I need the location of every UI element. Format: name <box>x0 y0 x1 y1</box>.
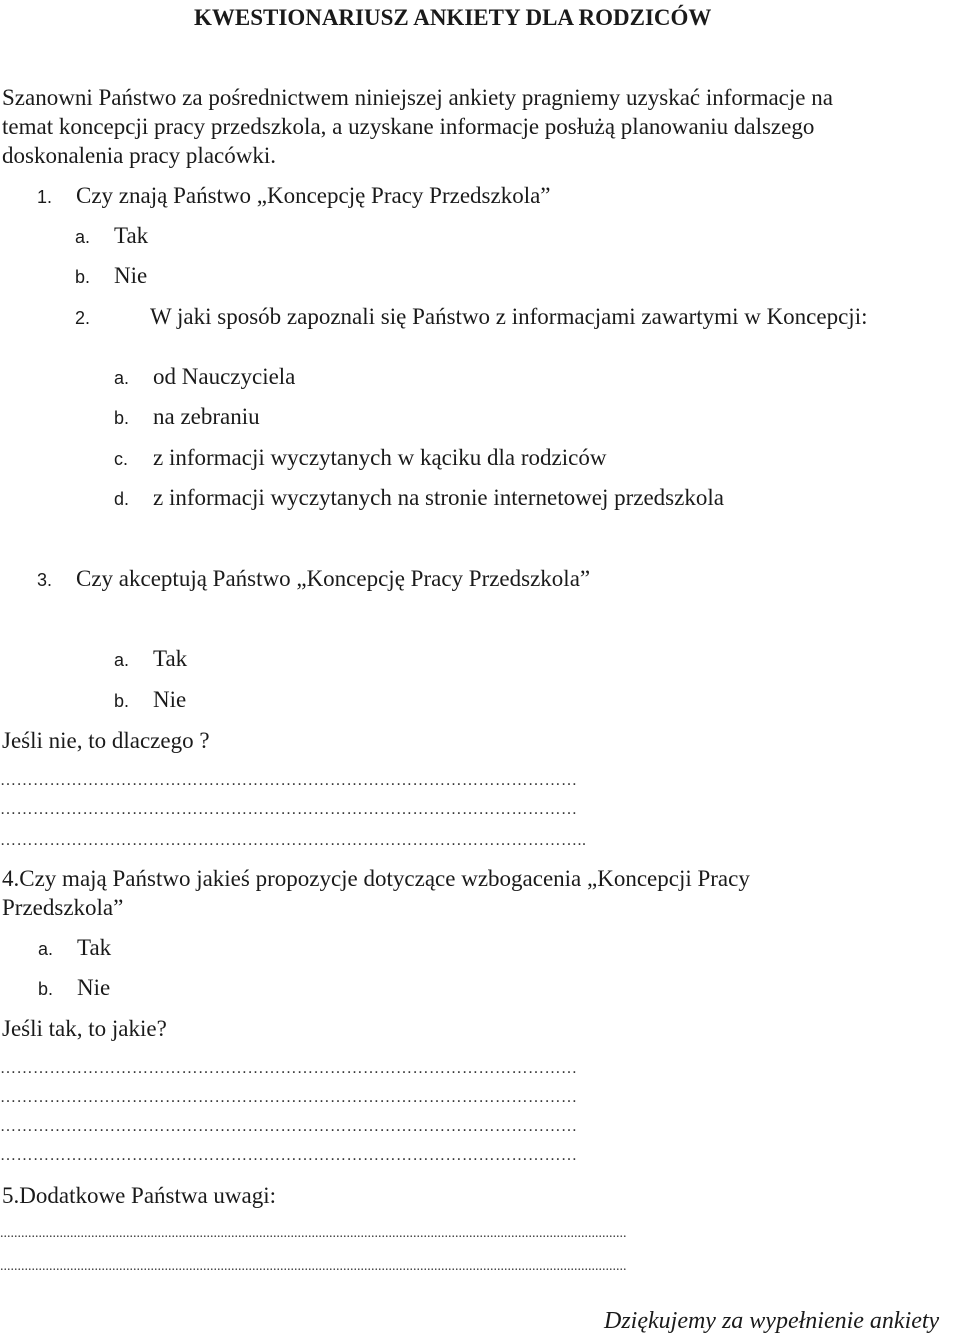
q5-answer-line-2[interactable]: ................................................................................................................................................................................... <box>0 1259 627 1274</box>
q4-option-a-marker: a. <box>38 939 54 959</box>
intro-line-1: Szanowni Państwo za pośrednictwem niniejszej ankiety pragniemy uzyskać informacje na <box>2 85 833 110</box>
question-5-text: 5.Dodatkowe Państwa uwagi: <box>2 1183 277 1208</box>
intro-line-2: temat koncepcji pracy przedszkola, a uzyskane informacje posłużą planowaniu dalszego <box>2 114 815 139</box>
q4-option-b-label: Nie <box>77 975 111 1000</box>
q1-option-a-marker: a. <box>75 227 91 247</box>
q2-option-c-label: z informacji wyczytanych w kąciku dla rodziców <box>153 445 607 470</box>
q4-option-b-marker: b. <box>38 979 54 999</box>
q2-option-b-label: na zebraniu <box>153 404 260 429</box>
q2-option-d-label: z informacji wyczytanych na stronie internetowej przedszkola <box>153 485 724 510</box>
question-3-text: Czy akceptują Państwo „Koncepcję Pracy Przedszkola” <box>76 566 591 591</box>
q3-option-a-marker: a. <box>114 650 130 670</box>
document-title: KWESTIONARIUSZ ANKIETY DLA RODZICÓW <box>194 5 712 30</box>
question-3-followup: Jeśli nie, to dlaczego ? <box>2 728 210 753</box>
q3-option-b-label: Nie <box>153 687 187 712</box>
question-2-text: W jaki sposób zapoznali się Państwo z informacjami zawartymi w Koncepcji: <box>150 304 868 329</box>
question-3-number: 3. <box>37 570 53 590</box>
q4-option-a-label: Tak <box>77 935 112 960</box>
q3-answer-line-2[interactable]: …………………………………………………………………………………………… <box>0 801 578 818</box>
thanks-note: Dziękujemy za wypełnienie ankiety <box>604 1308 940 1334</box>
q5-answer-line-1[interactable]: ................................................................................................................................................................................... <box>0 1226 627 1241</box>
question-4-text-line-2: Przedszkola” <box>2 895 124 920</box>
q3-option-a-label: Tak <box>153 646 188 671</box>
q1-option-a-label: Tak <box>114 223 149 248</box>
q3-answer-line-3[interactable]: …………………………………………………………………………………………….. <box>0 832 587 849</box>
q2-option-a-label: od Nauczyciela <box>153 364 296 389</box>
question-4-text-line-1: 4.Czy mają Państwo jakieś propozycje dotyczące wzbogacenia „Koncepcji Pracy <box>2 866 750 891</box>
q4-answer-line-4[interactable]: …………………………………………………………………………………………… <box>0 1147 578 1164</box>
question-2-number: 2. <box>75 308 91 328</box>
question-4-followup: Jeśli tak, to jakie? <box>2 1016 167 1041</box>
question-1-text: Czy znają Państwo „Koncepcję Pracy Przedszkola” <box>76 183 551 208</box>
q4-answer-line-3[interactable]: …………………………………………………………………………………………… <box>0 1118 578 1135</box>
q3-option-b-marker: b. <box>114 691 130 711</box>
q4-answer-line-2[interactable]: …………………………………………………………………………………………… <box>0 1089 578 1106</box>
intro-line-3: doskonalenia pracy placówki. <box>2 143 276 168</box>
question-1-number: 1. <box>37 187 53 207</box>
q2-option-b-marker: b. <box>114 408 130 428</box>
q4-answer-line-1[interactable]: …………………………………………………………………………………………… <box>0 1060 578 1077</box>
q2-option-d-marker: d. <box>114 489 130 509</box>
q1-option-b-marker: b. <box>75 267 91 287</box>
q1-option-b-label: Nie <box>114 263 148 288</box>
q3-answer-line-1[interactable]: …………………………………………………………………………………………… <box>0 772 578 789</box>
q2-option-a-marker: a. <box>114 368 130 388</box>
q2-option-c-marker: c. <box>114 449 129 469</box>
